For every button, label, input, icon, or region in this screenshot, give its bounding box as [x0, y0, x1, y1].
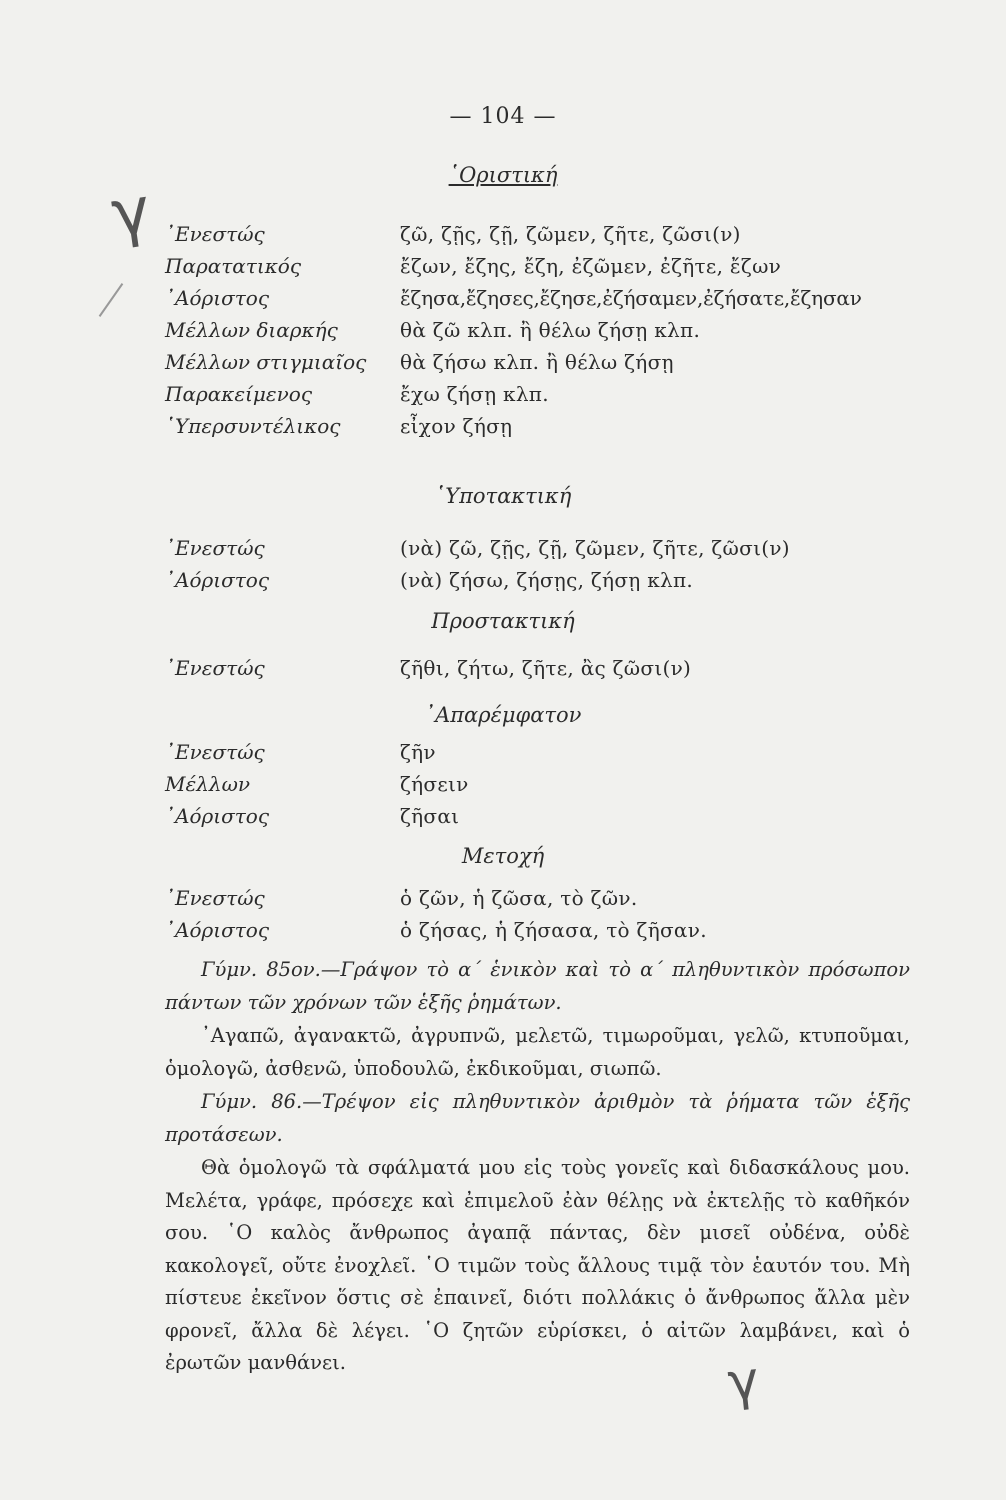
conjugation-row: [165, 350, 925, 382]
verb-forms: ζῆν: [400, 740, 436, 764]
conjugation-row: [165, 656, 925, 688]
conjugation-row: [165, 414, 925, 446]
metochi-table: [165, 886, 925, 950]
section-title-metochi: Μετοχή: [461, 844, 545, 868]
tense-label: ᾿Ενεστώς: [165, 222, 265, 246]
tense-label: Μέλλων στιγμιαῖος: [165, 350, 367, 374]
conjugation-row: [165, 286, 925, 318]
conjugation-row: [165, 740, 925, 772]
verb-forms: (νὰ) ζῶ, ζῇς, ζῇ, ζῶμεν, ζῆτε, ζῶσι(ν): [400, 536, 790, 560]
conjugation-row: [165, 536, 925, 568]
section-title-oristiki: ῾Οριστική: [448, 163, 558, 187]
exercise-86-heading: Γύμν. 86.—Τρέψον εἰς πληθυντικὸν ἀριθμὸν τὰ ῥήματα τῶν ἑξῆς προτάσεων.: [165, 1090, 910, 1146]
section-title-aparemfato: ᾿Απαρέμφατον: [424, 703, 582, 727]
pencil-mark-top: γ: [107, 173, 155, 253]
verb-forms: (νὰ) ζήσω, ζήσῃς, ζήσῃ κλπ.: [400, 568, 694, 592]
pencil-mark-bottom: γ: [724, 1350, 762, 1414]
conjugation-row: [165, 804, 925, 836]
tense-label: Μέλλων διαρκής: [165, 318, 338, 342]
verb-forms: θὰ ζήσω κλπ. ἢ θέλω ζήσῃ: [400, 350, 674, 374]
aparemfato-table: [165, 740, 925, 836]
verb-forms: ζῆθι, ζήτω, ζῆτε, ἂς ζῶσι(ν): [400, 656, 692, 680]
verb-forms: ὁ ζῶν, ἡ ζῶσα, τὸ ζῶν.: [400, 886, 638, 910]
verb-forms: ἔζησα,ἔζησες,ἔζησε,ἐζήσαμεν,ἐζήσατε,ἔζησαν: [400, 286, 862, 310]
tense-label: Παρατατικός: [165, 254, 302, 278]
tense-label: ῾Υπερσυντέλικος: [165, 414, 341, 438]
page-number: — 104 —: [449, 104, 557, 129]
oristiki-table: [165, 222, 925, 446]
tense-label: ᾿Ενεστώς: [165, 656, 265, 680]
conjugation-row: [165, 318, 925, 350]
tense-label: Μέλλων: [165, 772, 251, 796]
tense-label: ᾿Αόριστος: [165, 804, 270, 828]
conjugation-row: [165, 918, 925, 950]
conjugation-row: [165, 222, 925, 254]
pencil-stroke: [99, 283, 124, 317]
section-title-ypotaktiki: ῾Υποτακτική: [434, 484, 572, 508]
exercise-86-body: Θὰ ὁμολογῶ τὰ σφάλματά μου εἰς τοὺς γονεῖς καὶ διδασκάλους μου. Μελέτα, γράφε, πρόσεχε καὶ ἐπιμελοῦ ἐὰν θέλῃς νὰ ἐκτελῇς τὸ καθῆκόν σου. ῾Ο καλὸς ἄνθρωπος ἀγαπᾷ πάντας, δὲν μισεῖ οὐδένα, οὐδὲ κακολογεῖ, οὔτε ἐνοχλεῖ. ῾Ο τιμῶν τοὺς ἄλλους τιμᾷ τὸν ἑαυτόν του. Μὴ πίστευε ἐκεῖνον ὅστις σὲ ἐπαινεῖ, διότι πολλάκις ὁ ἄνθρωπος ἄλλα μὲν φρονεῖ, ἄλλα δὲ λέγει. ῾Ο ζητῶν εὑρίσκει, ὁ αἰτῶν λαμβάνει, καὶ ὁ ἐρωτῶν μανθάνει.: [165, 1156, 910, 1374]
verb-forms: εἶχον ζήσῃ: [400, 414, 513, 438]
verb-forms: ἔχω ζήσῃ κλπ.: [400, 382, 549, 406]
verb-forms: ἔζων, ἔζης, ἔζη, ἐζῶμεν, ἐζῆτε, ἔζων: [400, 254, 782, 278]
tense-label: ᾿Ενεστώς: [165, 536, 265, 560]
tense-label: ᾿Αόριστος: [165, 568, 270, 592]
ypotaktiki-table: [165, 536, 925, 600]
verb-forms: ζῶ, ζῇς, ζῇ, ζῶμεν, ζῆτε, ζῶσι(ν): [400, 222, 741, 246]
verb-forms: ζῆσαι: [400, 804, 460, 828]
exercise-85-heading: Γύμν. 85ον.—Γράψον τὸ α΄ ἑνικὸν καὶ τὸ α΄ πληθυντικὸν πρόσωπον πάντων τῶν χρόνων τῶν ἑξῆς ῥημάτων.: [165, 958, 910, 1014]
conjugation-row: [165, 886, 925, 918]
section-title-prostaktiki: Προστακτική: [431, 609, 575, 633]
verb-forms: ὁ ζήσας, ἡ ζήσασα, τὸ ζῆσαν.: [400, 918, 707, 942]
tense-label: ᾿Αόριστος: [165, 286, 270, 310]
conjugation-row: [165, 772, 925, 804]
verb-forms: ζήσειν: [400, 772, 469, 796]
exercise-85-body: ᾿Αγαπῶ, ἀγανακτῶ, ἀγρυπνῶ, μελετῶ, τιμωροῦμαι, γελῶ, κτυποῦμαι, ὁμολογῶ, ἀσθενῶ, ὑποδουλῶ, ἐκδικοῦμαι, σιωπῶ.: [165, 1024, 910, 1080]
tense-label: ᾿Αόριστος: [165, 918, 270, 942]
tense-label: Παρακείμενος: [165, 382, 313, 406]
prostaktiki-table: [165, 656, 925, 688]
conjugation-row: [165, 254, 925, 286]
verb-forms: θὰ ζῶ κλπ. ἢ θέλω ζήσῃ κλπ.: [400, 318, 701, 342]
tense-label: ᾿Ενεστώς: [165, 740, 265, 764]
tense-label: ᾿Ενεστώς: [165, 886, 265, 910]
conjugation-row: [165, 382, 925, 414]
conjugation-row: [165, 568, 925, 600]
